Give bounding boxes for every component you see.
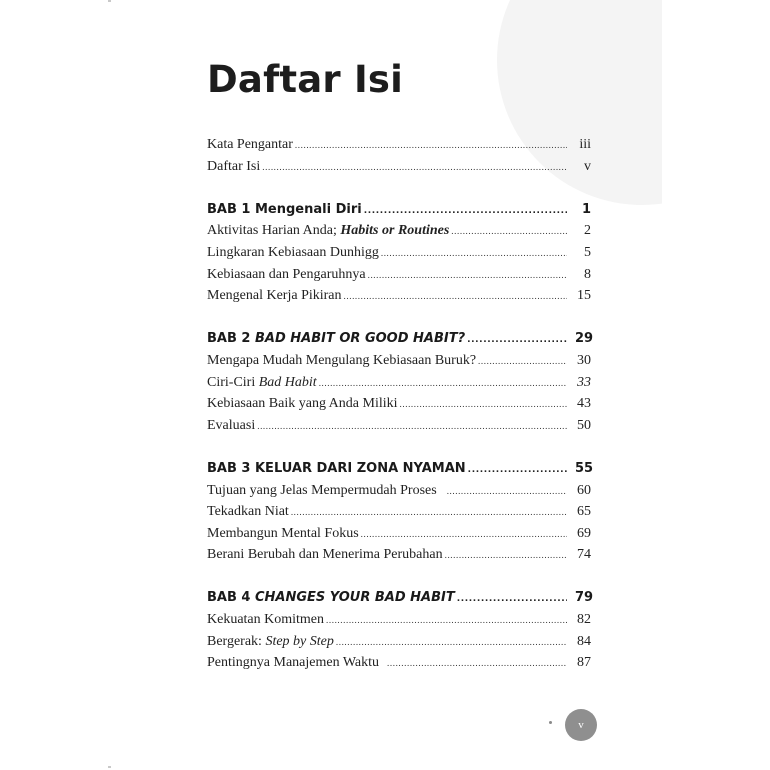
toc-entry-label: Berani Berubah dan Menerima Perubahan [207, 547, 443, 563]
dot-leader [447, 481, 567, 503]
toc-entry[interactable] [207, 652, 591, 674]
toc-entry-label: Kekuatan Komitmen [207, 612, 325, 628]
chapter-label: BAB 2 BAD HABIT OR GOOD HABIT? [207, 331, 466, 347]
toc-entry-label: Evaluasi [207, 417, 256, 433]
toc-entry-page: 65 [577, 504, 591, 520]
chapter-page: 29 [575, 331, 594, 347]
toc-entry[interactable] [207, 523, 591, 545]
toc-entry-page: 5 [584, 244, 591, 260]
chapter-page: 55 [575, 460, 594, 476]
toc-entry-page: v [584, 158, 591, 174]
dot-leader [468, 460, 567, 482]
dot-leader [364, 201, 567, 223]
table-of-contents [207, 134, 594, 674]
toc-entry-label: Lingkaran Kebiasaan Dunhigg [207, 244, 379, 260]
toc-entry-page: iii [579, 137, 591, 152]
toc-entry-page: 74 [577, 547, 591, 563]
dot-leader [451, 221, 567, 243]
toc-entry-label: Mengapa Mudah Mengulang Kebiasaan Buruk? [207, 352, 477, 368]
toc-entry-label: Mengenal Kerja Pikiran [207, 288, 342, 304]
dot-leader [368, 265, 567, 287]
toc-entry-page: 30 [577, 352, 591, 368]
toc-entry-page: 8 [584, 266, 591, 282]
toc-entry-page: 84 [577, 633, 591, 649]
dot-leader [291, 502, 567, 524]
toc-entry[interactable] [207, 609, 591, 631]
toc-entry[interactable] [207, 242, 591, 264]
toc-entry-label: Kebiasaan dan Pengaruhnya [207, 266, 366, 282]
toc-entry-page: 69 [577, 525, 591, 541]
toc-entry-label: Daftar Isi [207, 158, 261, 174]
chapter-heading[interactable] [207, 328, 594, 350]
dot-leader [457, 589, 567, 611]
toc-entry[interactable] [207, 480, 591, 502]
toc-entry[interactable] [207, 415, 591, 437]
chapter-heading[interactable] [207, 587, 594, 609]
toc-entry[interactable] [207, 631, 591, 653]
toc-entry-label: Bergerak: Step by Step [207, 633, 334, 649]
toc-entry-page: 50 [577, 417, 591, 433]
toc-entry-page: 2 [584, 223, 591, 239]
toc-entry[interactable] [207, 156, 591, 178]
dot-leader [344, 286, 567, 308]
toc-entry-page: 43 [577, 396, 591, 412]
dot-leader [319, 373, 567, 395]
toc-entry-label: Aktivitas Harian Anda; Habits or Routines [207, 223, 450, 239]
toc-entry[interactable] [207, 350, 591, 372]
dot-leader [361, 524, 567, 546]
toc-entry-label: Kata Pengantar [207, 137, 293, 152]
dot-leader [326, 610, 567, 632]
crop-mark [108, 0, 111, 2]
page-number-badge: v [565, 709, 597, 741]
chapter-page: 1 [581, 201, 591, 217]
dot-leader [387, 653, 567, 675]
toc-entry[interactable] [207, 393, 591, 415]
page-title: Daftar Isi [207, 58, 404, 101]
dot-leader [478, 351, 567, 373]
toc-entry-label: Kebiasaan Baik yang Anda Miliki [207, 396, 398, 412]
toc-entry-label: Tujuan yang Jelas Mempermudah Proses [207, 482, 437, 498]
toc-entry[interactable] [207, 264, 591, 286]
toc-entry[interactable] [207, 220, 591, 242]
toc-entry-page: 15 [577, 288, 591, 304]
crop-mark [108, 766, 111, 768]
toc-entry-page: 60 [577, 482, 591, 498]
dot-leader [445, 545, 567, 567]
toc-entry-page: 33 [577, 374, 591, 390]
toc-entry[interactable] [207, 372, 591, 394]
dot-leader [336, 632, 567, 654]
dot-leader [257, 416, 567, 438]
footer-dot [549, 721, 552, 724]
toc-entry-page: 82 [577, 612, 591, 628]
toc-entry-label: Tekadkan Niat [207, 504, 289, 520]
chapter-label: BAB 3 KELUAR DARI ZONA NYAMAN [207, 460, 466, 476]
page-margin-right [662, 0, 770, 770]
dot-leader [262, 157, 567, 179]
toc-entry[interactable] [207, 544, 591, 566]
dot-leader [400, 394, 567, 416]
toc-entry-label: Ciri-Ciri Bad Habit [207, 374, 317, 390]
toc-entry-label: Membangun Mental Fokus [207, 525, 359, 541]
toc-entry-page: 87 [577, 655, 591, 671]
dot-leader [295, 135, 567, 157]
chapter-page: 79 [575, 590, 594, 606]
toc-entry[interactable] [207, 285, 591, 307]
dot-leader [467, 330, 567, 352]
chapter-label: BAB 1 Mengenali Diri [207, 201, 362, 217]
dot-leader [381, 243, 567, 265]
chapter-heading[interactable] [207, 458, 594, 480]
toc-entry[interactable] [207, 134, 591, 156]
chapter-label: BAB 4 CHANGES YOUR BAD HABIT [207, 590, 455, 606]
toc-entry-label: Pentingnya Manajemen Waktu [207, 655, 380, 671]
chapter-heading[interactable] [207, 199, 591, 221]
toc-entry[interactable] [207, 501, 591, 523]
